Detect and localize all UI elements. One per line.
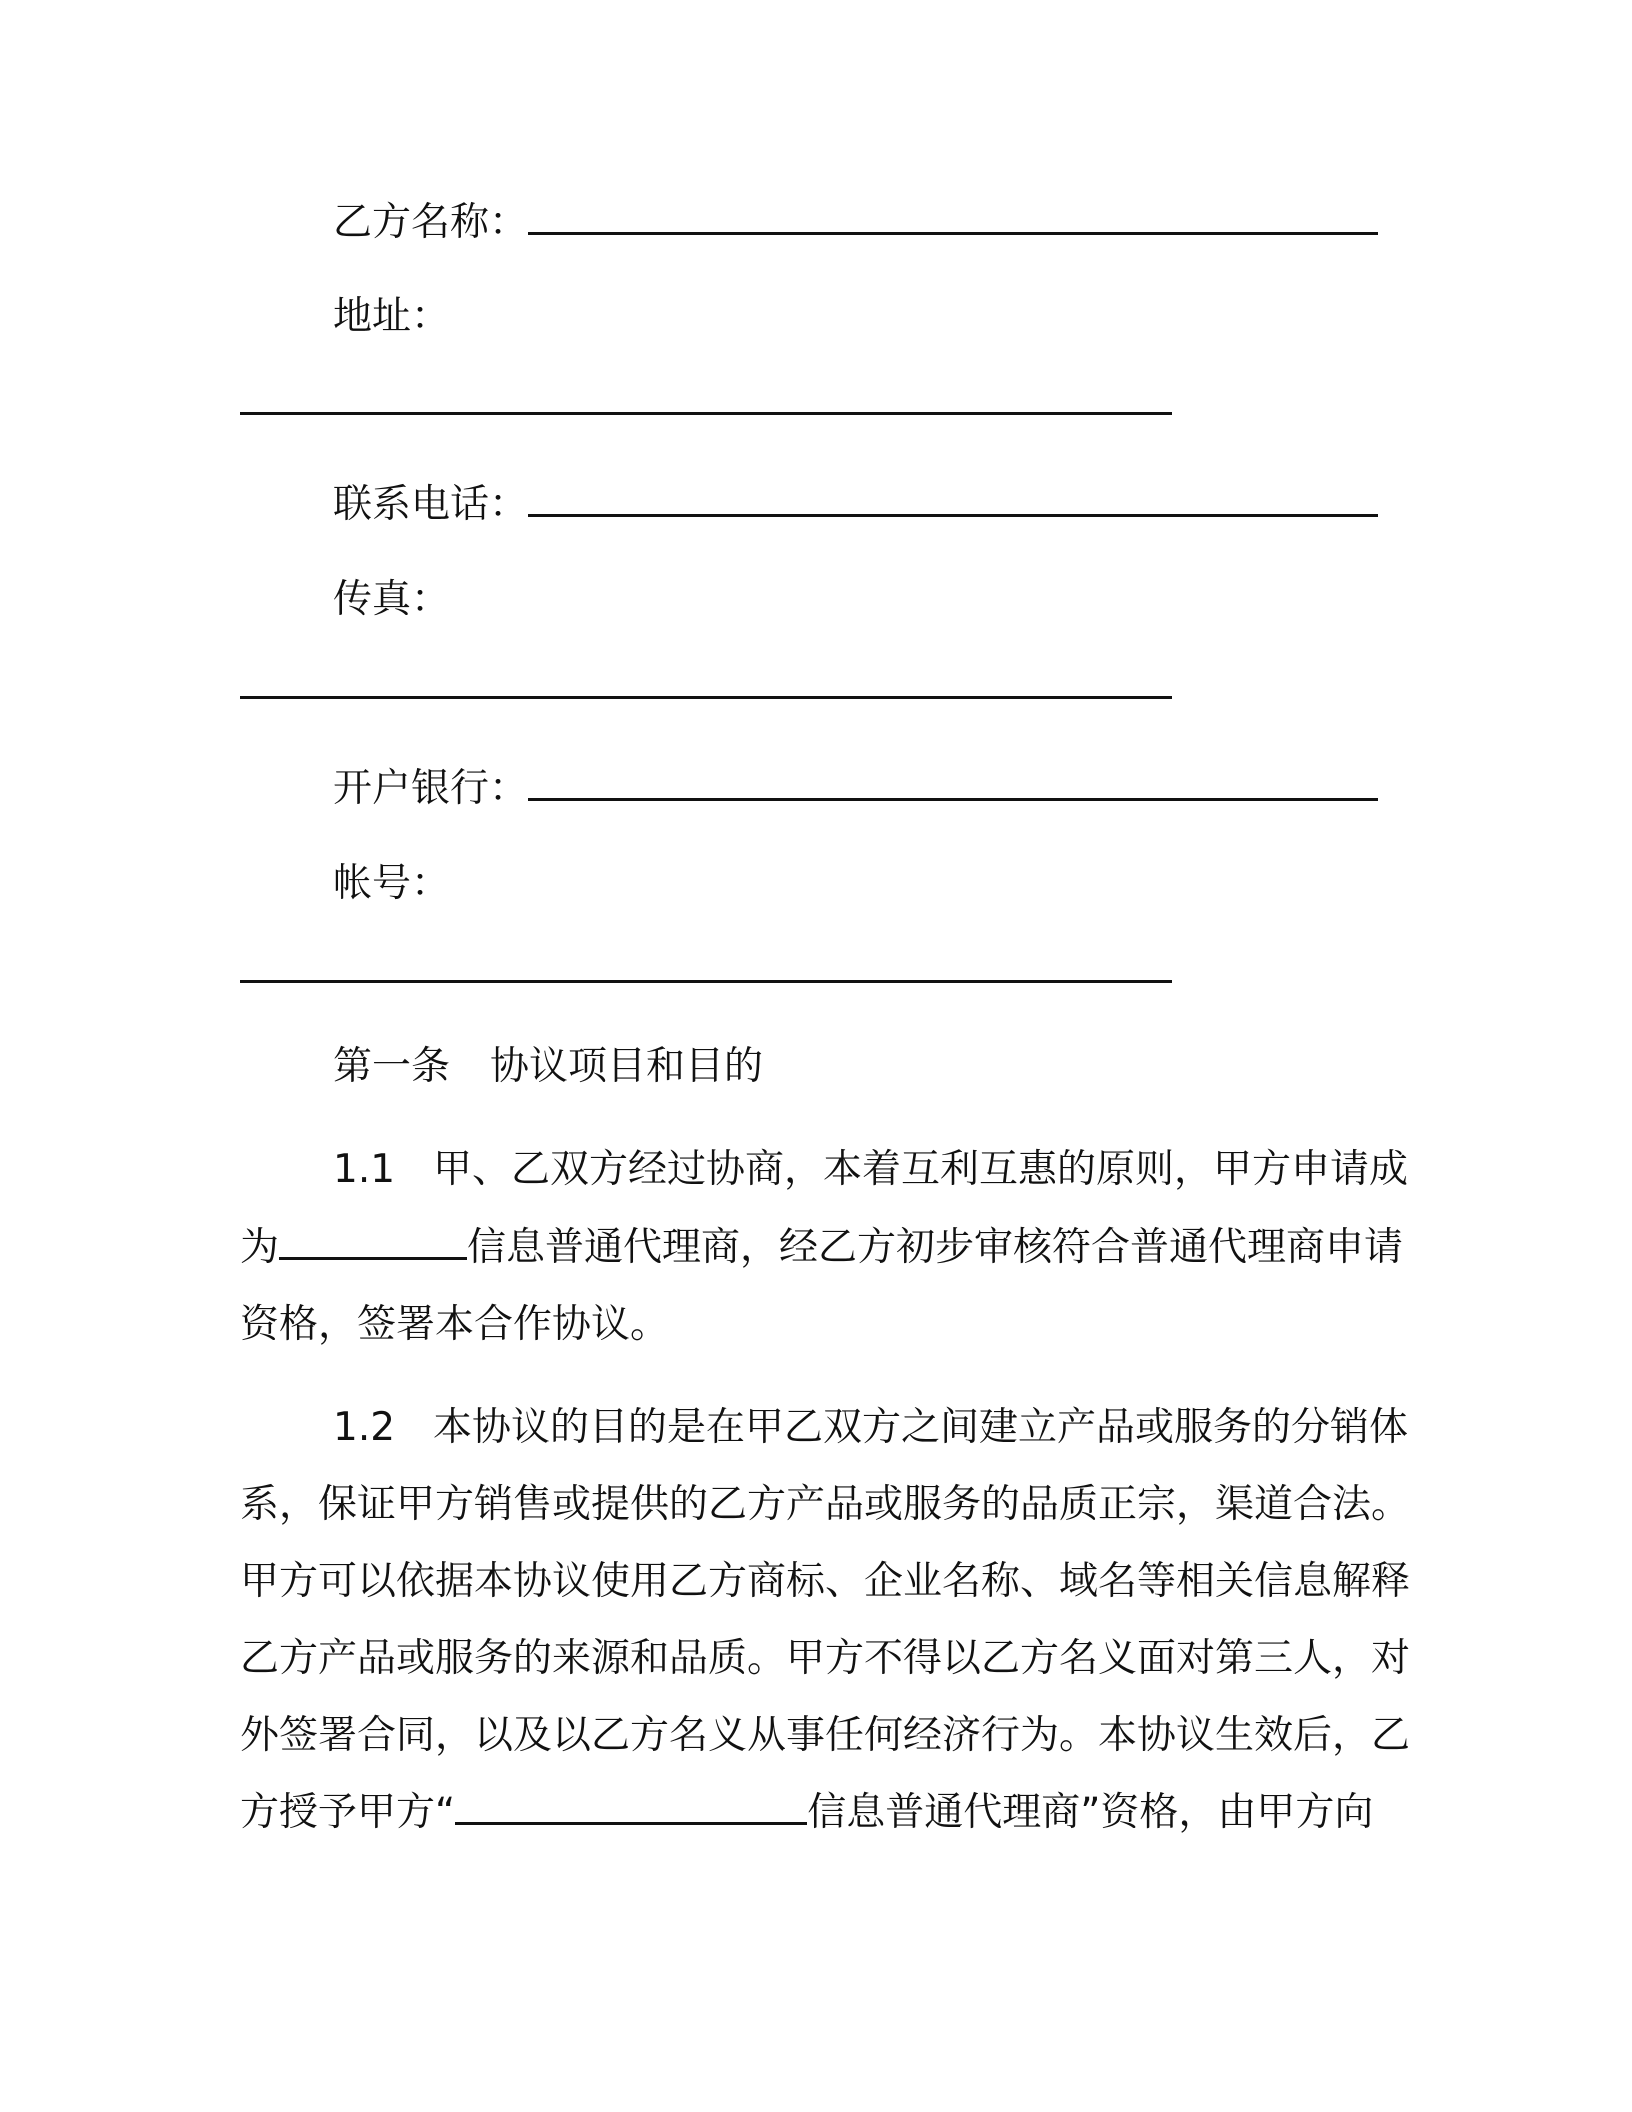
clause-1-2-line-2 [240, 1480, 1410, 1530]
party-b-name-label: 乙方名称： [333, 200, 529, 245]
clause-1-2-line-5 [240, 1711, 1410, 1761]
party-b-phone-label: 联系电话： [333, 482, 529, 527]
clause-1-1-text-2a: 为 [240, 1225, 280, 1270]
party-b-account-blank[interactable] [240, 980, 1172, 983]
party-b-fax-label: 传真： [333, 577, 451, 622]
party-b-phone-blank[interactable] [528, 480, 1378, 517]
party-b-address-blank[interactable] [240, 412, 1172, 415]
clause-1-1-text-3: 资格，签署本合作协议。 [240, 1302, 670, 1347]
party-b-account-label: 帐号： [333, 861, 451, 906]
party-b-account-row [333, 859, 450, 909]
clause-1-1-line-3 [240, 1300, 669, 1350]
clause-1-1-line-2 [240, 1223, 1403, 1273]
party-b-phone-row [333, 480, 1378, 530]
party-b-bank-row [333, 764, 1378, 814]
article-1-title: 协议项目和目的 [490, 1044, 764, 1089]
article-1-number: 第一条 [333, 1044, 451, 1089]
clause-1-1-text-2b: 信息普通代理商，经乙方初步审核符合普通代理商申请 [467, 1225, 1404, 1270]
clause-1-2-text-6a: 方授予甲方“ [240, 1790, 456, 1835]
article-1-heading [333, 1042, 763, 1092]
clause-1-2-text-6b: 信息普通代理商”资格，由甲方向 [807, 1790, 1374, 1835]
clause-1-2-text-2: 系，保证甲方销售或提供的乙方产品或服务的品质正宗，渠道合法。 [240, 1482, 1411, 1527]
party-b-name-blank[interactable] [528, 198, 1378, 235]
clause-1-2-line-4 [240, 1634, 1410, 1684]
clause-1-2-text-5: 外签署合同，以及以乙方名义从事任何经济行为。本协议生效后，乙 [240, 1713, 1411, 1758]
clause-1-2-line-3 [240, 1557, 1410, 1607]
agent-type-blank-1[interactable] [279, 1223, 467, 1260]
clause-1-2-text-4: 乙方产品或服务的来源和品质。甲方不得以乙方名义面对第三人，对 [240, 1636, 1411, 1681]
clause-1-2-text-3: 甲方可以依据本协议使用乙方商标、企业名称、域名等相关信息解释 [240, 1559, 1411, 1604]
clause-1-2-number: 1.2 [333, 1405, 396, 1450]
party-b-bank-blank[interactable] [528, 764, 1378, 801]
agent-type-blank-2[interactable] [455, 1788, 807, 1825]
clause-1-1-number: 1.1 [333, 1147, 396, 1192]
party-b-address-label: 地址： [333, 294, 451, 339]
party-b-name-row [333, 198, 1378, 248]
clause-1-2-line-1 [333, 1403, 1408, 1453]
party-b-address-row [333, 292, 450, 342]
party-b-fax-blank[interactable] [240, 696, 1172, 699]
party-b-bank-label: 开户银行： [333, 766, 529, 811]
clause-1-2-text-1: 本协议的目的是在甲乙双方之间建立产品或服务的分销体 [433, 1405, 1409, 1450]
clause-1-1-line-1 [333, 1145, 1408, 1195]
clause-1-2-line-6 [240, 1788, 1373, 1838]
party-b-fax-row [333, 575, 450, 625]
clause-1-1-text-1: 甲、乙双方经过协商，本着互利互惠的原则，甲方申请成 [433, 1147, 1409, 1192]
